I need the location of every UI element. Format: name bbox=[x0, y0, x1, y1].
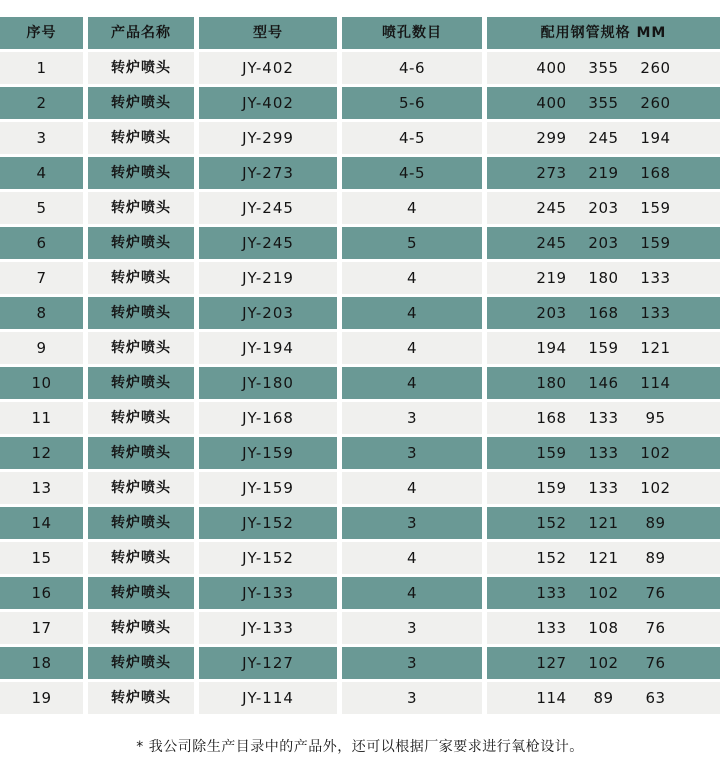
spec-value: 89 bbox=[645, 513, 666, 532]
spec-value: 180 bbox=[588, 268, 619, 287]
pipe-spec-cell bbox=[487, 577, 720, 609]
pipe-spec-cell bbox=[487, 297, 720, 329]
serial-cell: 10 bbox=[0, 367, 83, 399]
hole-count-cell: 4 bbox=[342, 577, 482, 609]
pipe-spec-cell bbox=[487, 332, 720, 364]
model-cell: JY-168 bbox=[199, 402, 337, 434]
pipe-spec-cell bbox=[487, 507, 720, 539]
spec-value: 63 bbox=[645, 688, 666, 707]
spec-value: 114 bbox=[536, 688, 567, 707]
spec-value: 133 bbox=[536, 583, 567, 602]
spec-value: 133 bbox=[536, 618, 567, 637]
spec-value: 219 bbox=[536, 268, 567, 287]
product-name-cell: 转炉喷头 bbox=[88, 647, 194, 679]
model-cell: JY-152 bbox=[199, 507, 337, 539]
spec-value: 168 bbox=[640, 163, 671, 182]
model-cell: JY-402 bbox=[199, 87, 337, 119]
spec-value: 159 bbox=[536, 443, 567, 462]
model-cell: JY-219 bbox=[199, 262, 337, 294]
serial-cell: 2 bbox=[0, 87, 83, 119]
serial-cell: 12 bbox=[0, 437, 83, 469]
pipe-spec-cell bbox=[487, 87, 720, 119]
pipe-spec-cell bbox=[487, 612, 720, 644]
spec-value: 219 bbox=[588, 163, 619, 182]
model-cell: JY-159 bbox=[199, 437, 337, 469]
spec-value: 245 bbox=[536, 198, 567, 217]
spec-value: 76 bbox=[645, 653, 666, 672]
product-name-cell: 转炉喷头 bbox=[88, 122, 194, 154]
spec-value: 133 bbox=[588, 443, 619, 462]
spec-value: 89 bbox=[645, 548, 666, 567]
pipe-spec-cell bbox=[487, 227, 720, 259]
spec-value: 95 bbox=[645, 408, 666, 427]
serial-cell: 13 bbox=[0, 472, 83, 504]
spec-value: 168 bbox=[588, 303, 619, 322]
product-name-cell: 转炉喷头 bbox=[88, 227, 194, 259]
spec-value: 180 bbox=[536, 373, 567, 392]
product-name-cell: 转炉喷头 bbox=[88, 542, 194, 574]
pipe-spec-cell bbox=[487, 157, 720, 189]
spec-value: 133 bbox=[588, 408, 619, 427]
spec-value: 89 bbox=[593, 688, 614, 707]
model-cell: JY-245 bbox=[199, 227, 337, 259]
serial-cell: 7 bbox=[0, 262, 83, 294]
hole-count-cell: 3 bbox=[342, 437, 482, 469]
spec-value: 159 bbox=[640, 198, 671, 217]
header-cell-hole-count: 喷孔数目 bbox=[342, 17, 482, 49]
spec-value: 152 bbox=[536, 548, 567, 567]
pipe-spec-cell bbox=[487, 437, 720, 469]
spec-value: 260 bbox=[640, 58, 671, 77]
model-cell: JY-194 bbox=[199, 332, 337, 364]
product-name-cell: 转炉喷头 bbox=[88, 472, 194, 504]
hole-count-cell: 4 bbox=[342, 297, 482, 329]
spec-value: 146 bbox=[588, 373, 619, 392]
model-cell: JY-133 bbox=[199, 612, 337, 644]
pipe-spec-cell bbox=[487, 122, 720, 154]
product-name-cell: 转炉喷头 bbox=[88, 437, 194, 469]
pipe-spec-cell bbox=[487, 542, 720, 574]
model-cell: JY-159 bbox=[199, 472, 337, 504]
hole-count-cell: 4-6 bbox=[342, 52, 482, 84]
serial-cell: 5 bbox=[0, 192, 83, 224]
product-name-cell: 转炉喷头 bbox=[88, 577, 194, 609]
serial-cell: 19 bbox=[0, 682, 83, 714]
model-cell: JY-133 bbox=[199, 577, 337, 609]
model-cell: JY-180 bbox=[199, 367, 337, 399]
spec-value: 194 bbox=[640, 128, 671, 147]
product-name-cell: 转炉喷头 bbox=[88, 262, 194, 294]
serial-cell: 4 bbox=[0, 157, 83, 189]
serial-cell: 15 bbox=[0, 542, 83, 574]
spec-value: 114 bbox=[640, 373, 671, 392]
spec-value: 203 bbox=[536, 303, 567, 322]
product-name-cell: 转炉喷头 bbox=[88, 192, 194, 224]
spec-value: 400 bbox=[536, 58, 567, 77]
spec-value: 152 bbox=[536, 513, 567, 532]
hole-count-cell: 3 bbox=[342, 682, 482, 714]
spec-value: 245 bbox=[588, 128, 619, 147]
model-cell: JY-245 bbox=[199, 192, 337, 224]
hole-count-cell: 3 bbox=[342, 507, 482, 539]
product-name-cell: 转炉喷头 bbox=[88, 297, 194, 329]
spec-value: 260 bbox=[640, 93, 671, 112]
spec-value: 121 bbox=[588, 513, 619, 532]
spec-value: 159 bbox=[640, 233, 671, 252]
spec-value: 102 bbox=[640, 443, 671, 462]
spec-value: 102 bbox=[588, 583, 619, 602]
hole-count-cell: 4 bbox=[342, 332, 482, 364]
product-table bbox=[0, 17, 720, 714]
hole-count-cell: 3 bbox=[342, 402, 482, 434]
spec-value: 108 bbox=[588, 618, 619, 637]
spec-value: 159 bbox=[536, 478, 567, 497]
spec-value: 355 bbox=[588, 58, 619, 77]
header-cell-product-name: 产品名称 bbox=[88, 17, 194, 49]
hole-count-cell: 3 bbox=[342, 647, 482, 679]
serial-cell: 16 bbox=[0, 577, 83, 609]
spec-value: 194 bbox=[536, 338, 567, 357]
model-cell: JY-299 bbox=[199, 122, 337, 154]
pipe-spec-cell bbox=[487, 682, 720, 714]
product-name-cell: 转炉喷头 bbox=[88, 157, 194, 189]
hole-count-cell: 4 bbox=[342, 192, 482, 224]
spec-value: 299 bbox=[536, 128, 567, 147]
spec-value: 121 bbox=[640, 338, 671, 357]
pipe-spec-cell bbox=[487, 367, 720, 399]
serial-cell: 17 bbox=[0, 612, 83, 644]
product-name-cell: 转炉喷头 bbox=[88, 682, 194, 714]
spec-value: 245 bbox=[536, 233, 567, 252]
serial-cell: 8 bbox=[0, 297, 83, 329]
footer-note: * 我公司除生产目录中的产品外，还可以根据厂家要求进行氧枪设计。 bbox=[136, 739, 584, 755]
spec-value: 133 bbox=[640, 268, 671, 287]
model-cell: JY-273 bbox=[199, 157, 337, 189]
hole-count-cell: 4 bbox=[342, 472, 482, 504]
model-cell: JY-152 bbox=[199, 542, 337, 574]
product-name-cell: 转炉喷头 bbox=[88, 507, 194, 539]
hole-count-cell: 4 bbox=[342, 367, 482, 399]
spec-value: 76 bbox=[645, 583, 666, 602]
spec-value: 102 bbox=[588, 653, 619, 672]
product-name-cell: 转炉喷头 bbox=[88, 332, 194, 364]
header-cell-model: 型号 bbox=[199, 17, 337, 49]
spec-value: 133 bbox=[640, 303, 671, 322]
hole-count-cell: 5-6 bbox=[342, 87, 482, 119]
hole-count-cell: 4-5 bbox=[342, 157, 482, 189]
spec-value: 168 bbox=[536, 408, 567, 427]
hole-count-cell: 4-5 bbox=[342, 122, 482, 154]
pipe-spec-cell bbox=[487, 472, 720, 504]
spec-value: 203 bbox=[588, 198, 619, 217]
spec-value: 159 bbox=[588, 338, 619, 357]
spec-value: 400 bbox=[536, 93, 567, 112]
spec-value: 102 bbox=[640, 478, 671, 497]
serial-cell: 18 bbox=[0, 647, 83, 679]
spec-value: 121 bbox=[588, 548, 619, 567]
pipe-spec-cell bbox=[487, 402, 720, 434]
hole-count-cell: 3 bbox=[342, 612, 482, 644]
model-cell: JY-402 bbox=[199, 52, 337, 84]
spec-value: 76 bbox=[645, 618, 666, 637]
spec-value: 355 bbox=[588, 93, 619, 112]
pipe-spec-cell bbox=[487, 647, 720, 679]
header-cell-pipe-spec: 配用钢管规格 MM bbox=[487, 17, 720, 49]
serial-cell: 11 bbox=[0, 402, 83, 434]
pipe-spec-cell bbox=[487, 52, 720, 84]
serial-cell: 14 bbox=[0, 507, 83, 539]
model-cell: JY-127 bbox=[199, 647, 337, 679]
spec-value: 273 bbox=[536, 163, 567, 182]
serial-cell: 1 bbox=[0, 52, 83, 84]
product-name-cell: 转炉喷头 bbox=[88, 367, 194, 399]
model-cell: JY-203 bbox=[199, 297, 337, 329]
spec-value: 127 bbox=[536, 653, 567, 672]
hole-count-cell: 5 bbox=[342, 227, 482, 259]
model-cell: JY-114 bbox=[199, 682, 337, 714]
serial-cell: 6 bbox=[0, 227, 83, 259]
hole-count-cell: 4 bbox=[342, 542, 482, 574]
serial-cell: 3 bbox=[0, 122, 83, 154]
product-name-cell: 转炉喷头 bbox=[88, 402, 194, 434]
spec-value: 133 bbox=[588, 478, 619, 497]
header-cell-serial: 序号 bbox=[0, 17, 83, 49]
product-name-cell: 转炉喷头 bbox=[88, 612, 194, 644]
pipe-spec-cell bbox=[487, 192, 720, 224]
serial-cell: 9 bbox=[0, 332, 83, 364]
product-name-cell: 转炉喷头 bbox=[88, 87, 194, 119]
pipe-spec-cell bbox=[487, 262, 720, 294]
product-name-cell: 转炉喷头 bbox=[88, 52, 194, 84]
hole-count-cell: 4 bbox=[342, 262, 482, 294]
spec-value: 203 bbox=[588, 233, 619, 252]
